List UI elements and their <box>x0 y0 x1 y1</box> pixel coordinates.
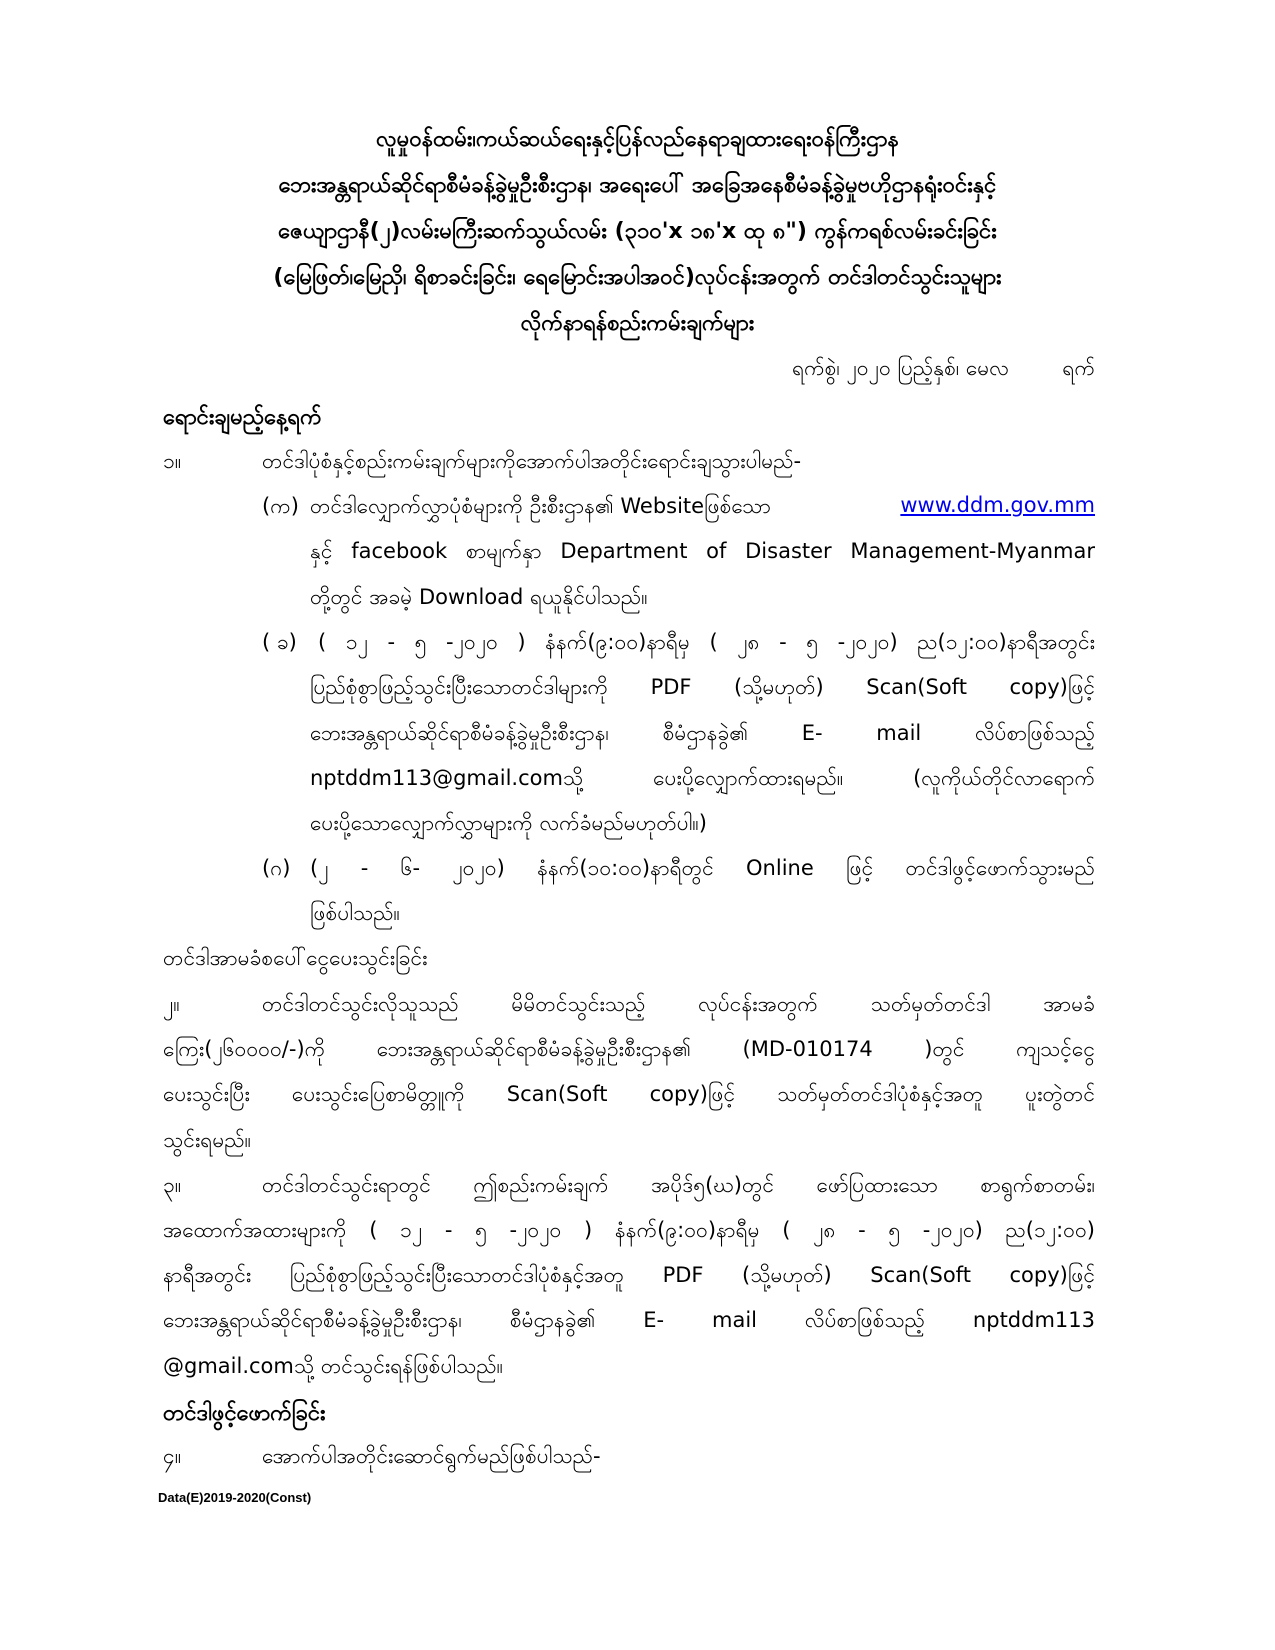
para1-kha-number: ( ခ) <box>262 630 297 654</box>
title-line-2: ဘေးအန္တရာယ်ဆိုင်ရာစီမံခန့်ခွဲမှုဦးစီးဌာန၊ အရေးပေါ် အခြေအနေစီမံခန့်ခွဲမှုဗဟိုဌာနရုံးဝင်းနှင့် <box>278 173 997 198</box>
para1-text: တင်ဒါပုံစံနှင့်စည်းကမ်းချက်များကိုအောက်ပါအတိုင်းရောင်းချသွားပါမည်- <box>262 449 802 473</box>
para1-ka-line2: နှင့် facebook စာမျက်နှာ Department of Disaster Management-Myanmar <box>310 539 1095 563</box>
footer-code: Data(E)2019-2020(Const) <box>158 1490 312 1505</box>
title-line-5: လိုက်နာရန်စည်းကမ်းချက်များ <box>520 311 755 336</box>
tender-opening-heading: တင်ဒါဖွင့်ဖောက်ခြင်း <box>163 1401 326 1426</box>
para1-kha-line3: ဘေးအန္တရာယ်ဆိုင်ရာစီမံခန့်ခွဲမှုဦးစီးဌာန၊ စီမံဌာနခွဲ၏ E- mail လိပ်စာဖြစ်သည့် <box>310 721 1095 745</box>
deposit-heading: တင်ဒါအာမခံစပေါ်ငွေပေးသွင်းခြင်း <box>163 946 428 970</box>
title-line-1: လူမှုဝန်ထမ်း၊ကယ်ဆယ်ရေးနှင့်ပြန်လည်နေရာချထားရေးဝန်ကြီးဌာန <box>376 127 899 152</box>
title-line-3: ဇေယျာဌာနီ(၂)လမ်းမကြီးဆက်သွယ်လမ်း (၃၁၀'x ၁၈'x ထု ၈") ကွန်ကရစ်လမ်းခင်းခြင်း <box>278 219 997 244</box>
para1-ga-number: (ဂ) <box>262 856 291 880</box>
para2-line2: ကြေး(၂၆၀၀၀၀/-)ကို ဘေးအန္တရာယ်ဆိုင်ရာစီမံခန့်ခွဲမှုဦးစီးဌာန၏ (MD-010174 )တွင် ကျသင့်ငွေ <box>163 1037 1095 1061</box>
para4-text: အောက်ပါအတိုင်းဆောင်ရွက်မည်ဖြစ်ပါသည်- <box>262 1444 601 1468</box>
para1-ga-line2: ဖြစ်ပါသည်။ <box>310 901 400 925</box>
para1-ka-number: (က) <box>262 494 299 518</box>
para4-number: ၄။ <box>163 1444 182 1468</box>
para1-ga-line1: (၂ - ၆- ၂၀၂၀) နံနက်(၁၀:၀၀)နာရီတွင် Online ဖြင့် တင်ဒါဖွင့်ဖောက်သွားမည် <box>310 856 1095 880</box>
para2-number: ၂။ <box>163 992 180 1016</box>
para1-ka-line3: တို့တွင် အခမဲ့ Download ရယူနိုင်ပါသည်။ <box>310 585 648 609</box>
para3-line3: နာရီအတွင်း ပြည်စုံစွာဖြည့်သွင်းပြီးသောတင်ဒါပုံစံနှင့်အတူ PDF (သို့မဟုတ်) Scan(Soft copy)ဖြင့် <box>163 1263 1095 1287</box>
para1-kha-line1: ( ၁၂ - ၅ -၂၀၂၀ ) နံနက်(၉:၀၀)နာရီမှ ( ၂၈ - ၅ -၂၀၂၀) ည(၁၂:၀၀)နာရီအတွင်း <box>318 630 1095 654</box>
sale-date-heading: ရောင်းချမည့်နေ့ရက် <box>163 405 322 430</box>
ddm-website-link[interactable]: www.ddm.gov.mm <box>900 493 1095 517</box>
para1-ka-line1: တင်ဒါလျှောက်လွှာပုံစံများကို ဦးစီးဌာန၏ Websiteဖြစ်သော <box>310 494 771 518</box>
para1-number: ၁။ <box>163 449 182 473</box>
para3-line1: တင်ဒါတင်သွင်းရာတွင် ဤစည်းကမ်းချက် အပိုဒ်၅(ဃ)တွင် ဖော်ပြထားသော စာရွက်စာတမ်း၊ <box>262 1173 1095 1197</box>
title-line-4: (မြေဖြတ်၊မြေညှိ၊ ရိစာခင်းခြင်း၊ ရေမြောင်းအပါအဝင်)လုပ်ငန်းအတွက် တင်ဒါတင်သွင်းသူများ <box>273 265 1002 290</box>
para3-number: ၃။ <box>163 1173 182 1197</box>
para1-kha-line4: nptddm113@gmail.comသို့ ပေးပို့လျှောက်ထားရမည်။ (လူကိုယ်တိုင်လာရောက် <box>310 766 1095 790</box>
para3-line4: ဘေးအန္တရာယ်ဆိုင်ရာစီမံခန့်ခွဲမှုဦးစီးဌာန၊ စီမံဌာနခွဲ၏ E- mail လိပ်စာဖြစ်သည့် nptddm113 <box>163 1308 1095 1332</box>
para2-line4: သွင်းရမည်။ <box>163 1128 251 1152</box>
date-line: ရက်စွဲ၊ ၂၀၂၀ ပြည့်နှစ်၊ မေလ ရက် <box>792 356 1095 380</box>
para2-line1: တင်ဒါတင်သွင်းလိုသူသည် မိမိတင်သွင်းသည့် လုပ်ငန်းအတွက် သတ်မှတ်တင်ဒါ အာမခံ <box>262 992 1095 1016</box>
para3-line2: အထောက်အထားများကို ( ၁၂ - ၅ -၂၀၂၀ ) နံနက်(၉:၀၀)နာရီမှ ( ၂၈ - ၅ -၂၀၂၀) ည(၁၂:၀၀) <box>163 1218 1095 1242</box>
para3-line5: @gmail.comသို့ တင်သွင်းရန်ဖြစ်ပါသည်။ <box>163 1354 504 1378</box>
para1-kha-line5: ပေးပို့သောလျှောက်လွှာများကို လက်ခံမည်မဟုတ်ပါ။) <box>310 811 707 835</box>
para1-kha-line2: ပြည်စုံစွာဖြည့်သွင်းပြီးသောတင်ဒါများကို PDF (သို့မဟုတ်) Scan(Soft copy)ဖြင့် <box>310 675 1095 699</box>
para2-line3: ပေးသွင်းပြီး ပေးသွင်းပြေစာမိတ္တူကို Scan(Soft copy)ဖြင့် သတ်မှတ်တင်ဒါပုံစံနှင့်အတူ ပူးတွဲတင် <box>163 1082 1095 1106</box>
